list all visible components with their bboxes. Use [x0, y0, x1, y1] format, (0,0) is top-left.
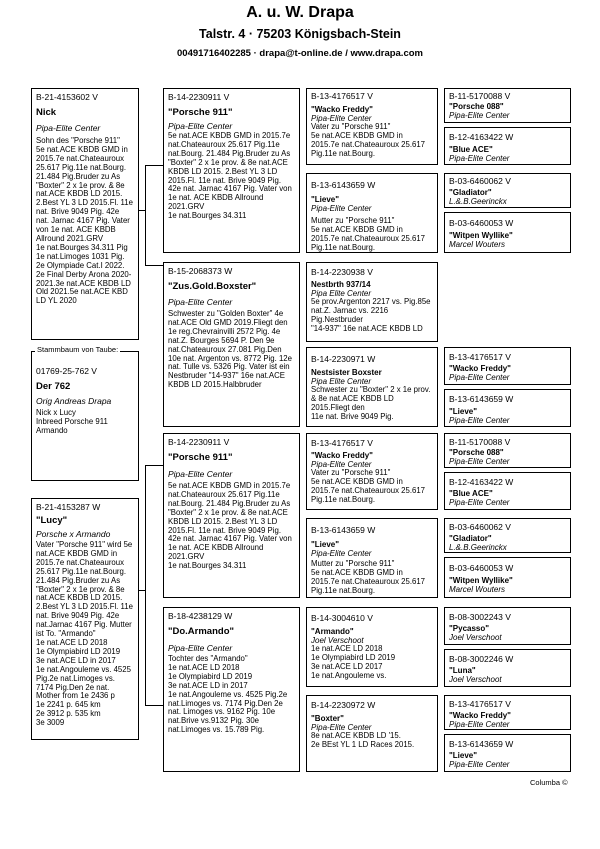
bird-name: "Lieve"	[449, 407, 478, 416]
ring-number: B-13-6143659 W	[449, 739, 514, 749]
ring-number: B-18-4238129 W	[168, 611, 233, 621]
pedigree-card-gen4	[444, 88, 571, 123]
owner: Pipa-Elite Center	[311, 549, 372, 558]
page-title: A. u. W. Drapa	[246, 4, 354, 21]
pedigree-card-gen4	[444, 212, 571, 253]
pedigree-card-gen3	[306, 433, 438, 510]
bird-name: "Do.Armando"	[168, 626, 235, 637]
pedigree-dam-card	[31, 498, 139, 740]
owner: Pipa-Elite Center	[449, 457, 510, 466]
bird-name: "Blue ACE"	[449, 489, 493, 498]
pedigree-card-gen2	[163, 433, 300, 598]
bird-name: "Wacko Freddy"	[449, 711, 511, 720]
owner: Pipa-Elite Center	[449, 111, 510, 120]
ring-number: B-13-6143659 W	[311, 525, 376, 535]
owner: Pipa-Elite Center	[449, 720, 510, 729]
owner: Pipa-Elite Center	[449, 154, 510, 163]
ring-number: B-14-2230972 W	[311, 700, 376, 710]
bird-name: "Boxter"	[311, 714, 344, 723]
pedigree-card-gen3	[306, 88, 438, 165]
bird-name: "Armando"	[311, 627, 354, 636]
owner: Joel Verschoot	[449, 633, 502, 642]
description: Schwester zu "Boxter" 2 x 1e prov. & 8e nat.ACE KBDB LD 2015.Fliegt den 11e nat. Brive 9049 Pig.	[311, 385, 431, 421]
pedigree-card-gen3	[306, 262, 438, 342]
ring-number: B-11-5170088 V	[449, 91, 511, 101]
pedigree-card-gen4	[444, 127, 571, 165]
description: Nick x Lucy Inbreed Porsche 911 Armando	[36, 408, 108, 435]
bird-name: Nestsister Boxster	[311, 368, 382, 377]
ring-number: B-13-6143659 W	[449, 394, 514, 404]
ring-number: B-08-3002243 V	[449, 612, 511, 622]
bird-name: "Porsche 088"	[449, 102, 504, 111]
pedigree-card-gen4	[444, 557, 571, 598]
ring-number: 01769-25-762 V	[36, 366, 97, 376]
pedigree-card-gen2	[163, 88, 300, 253]
bird-name: "Gladiator"	[449, 188, 492, 197]
pedigree-card-gen3	[306, 518, 438, 598]
ring-number: B-12-4163422 W	[449, 477, 514, 487]
ring-number: B-21-4153602 V	[36, 92, 98, 102]
ring-number: B-14-2230938 V	[311, 267, 373, 277]
pedigree-card-gen4	[444, 389, 571, 427]
owner: Pipa-Elite Center	[311, 723, 372, 732]
owner: Pipa-Elite Center	[449, 373, 510, 382]
bird-name: "Gladiator"	[449, 534, 492, 543]
ring-number: B-13-4176517 V	[449, 699, 511, 709]
pedigree-card-gen4	[444, 433, 571, 468]
ring-number: B-03-6460053 W	[449, 563, 514, 573]
ring-number: B-14-3004610 V	[311, 613, 373, 623]
stammbaum-label: Stammbaum von Taube:	[37, 345, 119, 354]
bird-name: "Porsche 911"	[168, 452, 233, 463]
bird-name: "Porsche 911"	[168, 107, 233, 118]
owner: Orig Andreas Drapa	[36, 396, 112, 406]
owner: Pipa-Elite Center	[311, 460, 372, 469]
pedigree-card-gen2	[163, 607, 300, 772]
owner: Pipa-Elite Center	[168, 643, 233, 653]
description: 5e nat.ACE KBDB GMD in 2015.7e nat.Chateauroux 25.617 Pig.11e nat.Bourg. 21.484 Pig.Bruder zu As "Boxter" 2 x 1e prov. & 8e nat.ACE KBDB LD 2015. 2.Best YL 3 LD 2015.Fl. 11e nat. Brive 9049 Pig. 42e nat. Jarnac 4167 Pig. Vater von 1e nat. ACE KBDB Allround 2021.GRV 1e nat.Bourges 34.311	[168, 481, 292, 571]
ring-number: B-21-4153287 W	[36, 502, 101, 512]
bird-name: "Pycasso"	[449, 624, 490, 633]
description: Mutter zu "Porsche 911" 5e nat.ACE KBDB GMD in 2015.7e nat.Chateauroux 25.617 Pig.11e nat.Bourg.	[311, 216, 426, 252]
bird-name: "Lucy"	[36, 515, 68, 526]
owner: Pipa-Elite Center	[168, 121, 233, 131]
bird-name: "Luna"	[449, 666, 476, 675]
owner: Pipa-Elite Center	[311, 114, 372, 123]
bird-name: "Witpen Wyllike"	[449, 576, 513, 585]
bird-name: "Lieve"	[311, 195, 340, 204]
bird-name: "Wacko Freddy"	[311, 451, 373, 460]
description: Vater zu "Porsche 911" 5e nat.ACE KBDB GMD in 2015.7e nat.Chateauroux 25.617 Pig.11e nat.Bourg.	[311, 468, 426, 504]
ring-number: B-15-2068373 W	[168, 266, 233, 276]
description: Tochter des "Armando" 1e nat.ACE LD 2018 1e Olympiabird LD 2019 3e nat.ACE LD in 2017 1e nat.Angouleme vs. 4525 Pig.2e nat.Limoges vs. 7174 Pig.Den 2e nat. Limoges vs. 9162 Pig. 10e nat.Brive vs.9132 Pig. 30e nat.Limoges vs. 15.789 Pig.	[168, 654, 288, 735]
pedigree-card-gen3	[306, 607, 438, 687]
pedigree-card-gen4	[444, 347, 571, 385]
ring-number: B-03-6460062 V	[449, 522, 511, 532]
description: Sohn des "Porsche 911" 5e nat.ACE KBDB GMD in 2015.7e nat.Chateauroux 25.617 Pig.11e nat.Bourg. 21.484 Pig.Bruder zu As "Boxter" 2 x 1e prov. & 8e nat.ACE KBDB LD 2015. 2.Best YL 3 LD 2015.Fl. 11e nat. Brive 9049 Pig. 42e nat. Jarnac 4167 Pig. Vater von 1e nat. ACE KBDB Allround 2021.GRV 1e nat.Bourges 34.311 Pig 1e nat.Limoges 1031 Pig. 2e Olympiade Cat.I 2022. 2e Final Derby Arona 2020-2021.3e nat.ACE KBDB LD Old 2021.5e nat.ACE KBD LD YL 2020	[36, 136, 133, 306]
description: 8e nat.ACE KBDB LD '15. 2e BEst YL 1 LD Races 2015.	[311, 731, 415, 749]
stammbaum-card	[31, 351, 139, 481]
owner: Pipa Elite Center	[311, 377, 372, 386]
bird-name: "Witpen Wyllike"	[449, 231, 513, 240]
ring-number: B-12-4163422 W	[449, 132, 514, 142]
ring-number: B-13-4176517 V	[311, 91, 373, 101]
bird-name: "Porsche 088"	[449, 448, 504, 457]
owner: Joel Verschoot	[449, 675, 502, 684]
connector-dam-line	[145, 465, 146, 705]
description: 5e prov.Argenton 2217 vs. Pig.85e nat.Z. Jarnac vs. 2216 Pig.Nestbruder "14-937" 16e nat.ACE KBDB LD	[311, 297, 431, 333]
ring-number: B-08-3002246 W	[449, 654, 514, 664]
footer-credit: Columba ©	[530, 778, 568, 787]
pedigree-card-gen4	[444, 734, 571, 772]
owner: Pipa-Elite Center	[449, 498, 510, 507]
bird-name: Der 762	[36, 381, 71, 392]
ring-number: B-14-2230911 V	[168, 437, 230, 447]
description: Schwester zu "Golden Boxter" 4e nat.ACE Old GMD 2019.Fliegt den 1e reg.Chevrainvilli 2572 Pig. 4e nat.Z. Bourges 5694 P. Den 9e nat.Chateauroux 27.081 Pig.Den 10e nat. Argenton vs. 8772 Pig. 12e nat. Tulle vs. 5326 Pig. Vater ist ein Nestbruder "14-937" 16e nat.ACE KBDB LD 2015.Halbbruder	[168, 309, 292, 390]
owner: L.&.B.Geerinckx	[449, 543, 507, 552]
bird-name: "Blue ACE"	[449, 145, 493, 154]
bird-name: Nestbrth 937/14	[311, 280, 371, 289]
pedigree-card-gen4	[444, 607, 571, 645]
description: Mutter zu "Porsche 911" 5e nat.ACE KBDB GMD in 2015.7e nat.Chateauroux 25.617 Pig.11e nat.Bourg.	[311, 559, 426, 595]
connector-sire-line	[145, 165, 146, 265]
address: Talstr. 4 · 75203 Königsbach-Stein	[199, 27, 401, 41]
description: 1e nat.ACE LD 2018 1e Olympiabird LD 2019 3e nat.ACE LD 2017 1e nat.Angouleme vs.	[311, 644, 396, 680]
pedigree-card-gen4	[444, 649, 571, 687]
ring-number: B-11-5170088 V	[449, 437, 511, 447]
contact-line: 00491716402285 · drapa@t-online.de / www.drapa.com	[177, 48, 423, 59]
owner: Pipa-Elite Center	[168, 297, 233, 307]
ring-number: B-13-4176517 V	[311, 438, 373, 448]
ring-number: B-13-6143659 W	[311, 180, 376, 190]
description: Vater "Porsche 911" wird 5e nat.ACE KBDB GMD in 2015.7e nat.Chateauroux 25.617 Pig.11e nat.Bourg. 21.484 Pig.Bruder zu As "Boxter" 2 x 1e prov. & 8e nat.ACE KBDB LD 2015. 2.Best YL 3 LD 2015.Fl. 11e nat. Brive 9049 Pig. 42e nat.Jarnac 4167 Pig. Mutter ist To. "Armando" 1e nat.ACE LD 2018 1e Olympiabird LD 2019 3e nat.ACE LD in 2017 1e nat.Angouleme vs. 4525 Pig.2e nat.Limoges vs. 7174 Pig.Den 2e nat. Mother from 1e 2436 p 1e 2241 p. 645 km 2e 3912 p. 535 km 3e 3009	[36, 540, 133, 728]
owner: Pipa-Elite Center	[449, 416, 510, 425]
pedigree-card-gen4	[444, 695, 571, 730]
bird-name: Nick	[36, 107, 57, 118]
pedigree-card-gen4	[444, 472, 571, 510]
owner: L.&.B.Geerinckx	[449, 197, 507, 206]
owner: Porsche x Armando	[36, 529, 111, 539]
owner: Pipa-Elite Center	[168, 469, 233, 479]
ring-number: B-03-6460062 V	[449, 176, 511, 186]
owner: Pipa-Elite Center	[449, 760, 510, 769]
owner: Pipa-Elite Center	[311, 204, 372, 213]
owner: Pipa Elite Center	[311, 289, 372, 298]
pedigree-subject-card	[31, 88, 139, 340]
pedigree-card-gen3	[306, 173, 438, 253]
pedigree-card-gen3	[306, 695, 438, 772]
owner: Pipa-Elite Center	[36, 123, 101, 133]
bird-name: "Lieve"	[449, 751, 478, 760]
pedigree-card-gen4	[444, 173, 571, 208]
pedigree-card-gen2	[163, 262, 300, 427]
description: 5e nat.ACE KBDB GMD in 2015.7e nat.Chateauroux 25.617 Pig.11e nat.Bourg. 21.484 Pig.Bruder zu As "Boxter" 2 x 1e prov. & 8e nat.ACE KBDB LD 2015. 2.Best YL 3 LD 2015.Fl. 11e nat. Brive 9049 Pig. 42e nat. Jarnac 4167 Pig. Vater von 1e nat. ACE KBDB Allround 2021.GRV 1e nat.Bourges 34.311	[168, 131, 292, 221]
bird-name: "Lieve"	[311, 540, 340, 549]
ring-number: B-13-4176517 V	[449, 352, 511, 362]
ring-number: B-14-2230911 V	[168, 92, 230, 102]
owner: Joel Verschoot	[311, 636, 364, 645]
ring-number: B-03-6460053 W	[449, 218, 514, 228]
description: Vater zu "Porsche 911" 5e nat.ACE KBDB GMD in 2015.7e nat.Chateauroux 25.617 Pig.11e nat.Bourg.	[311, 122, 426, 158]
pedigree-card-gen4	[444, 518, 571, 553]
bird-name: "Wacko Freddy"	[449, 364, 511, 373]
owner: Marcel Wouters	[449, 240, 506, 249]
ring-number: B-14-2230971 W	[311, 354, 376, 364]
bird-name: "Wacko Freddy"	[311, 105, 373, 114]
bird-name: "Zus.Gold.Boxster"	[168, 281, 257, 292]
owner: Marcel Wouters	[449, 585, 506, 594]
pedigree-card-gen3	[306, 347, 438, 427]
